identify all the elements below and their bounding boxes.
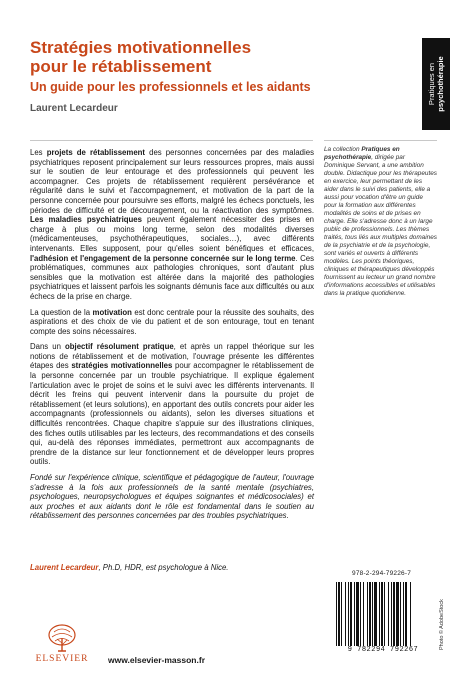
barcode-number: 9 782294 792267 — [347, 646, 419, 654]
author-bio-name: Laurent Lecardeur — [30, 563, 99, 572]
series-tab — [422, 38, 450, 130]
text-run: , et après un rappel théorique sur les notions de rétablissement et de motivation, l'ouvrage présente les différentes étapes des — [30, 342, 314, 371]
author-bio — [30, 563, 314, 572]
barcode-bar — [393, 582, 395, 646]
emphasis-text: Les maladies psychiatriques — [30, 215, 142, 225]
emphasis-text: l'adhésion et l'engagement de la personne concernée sur le long terme — [30, 253, 296, 263]
publisher-website[interactable]: www.elsevier-masson.fr — [108, 655, 206, 665]
barcode-bar — [360, 582, 361, 646]
barcode-bar — [348, 582, 349, 646]
barcode-bar — [388, 582, 389, 646]
author-bio-text: , Ph.D, HDR, est psychologue à Nice. — [98, 563, 229, 572]
barcode-image — [332, 582, 432, 648]
blurb-paragraph-2 — [30, 308, 314, 337]
book-author: Laurent Lecardeur — [30, 103, 118, 114]
text-run: peuvent également nécessiter des prises en charge à plus ou moins long terme, selon des modalités diverses (médicamenteuses, psychothérapeutiques, sociales…), avec différents intervenants. Elles supposent, pour qu'elles soient bénéfiques et efficaces, — [30, 215, 315, 253]
barcode-bar — [363, 582, 364, 646]
barcode-bar — [372, 582, 373, 646]
divider-right — [324, 140, 437, 141]
isbn: 978-2-294-79226-7 — [352, 570, 412, 577]
barcode-bar — [410, 582, 411, 646]
series-tab-label — [422, 38, 450, 130]
series-tab-line-2: psychothérapie — [436, 56, 445, 112]
barcode-bar — [391, 582, 392, 646]
text-run: La question de la — [30, 307, 93, 317]
barcode-bar — [354, 582, 355, 646]
text-run: , dirigée par Dominique Servant, a une ambition double. Didactique pour les thérapeutes en exercice, leur permettant de les aider dans le suivi des patients, elle a aussi pour vocation d'être un guide pour la formation aux différentes modalités de soins et de prises en charge. Elle s'adresse donc à un large public de professionnels. Les thèmes traités, tous liés aux multiples domaines de la psychiatrie et de la psychologie, sont variés et ouverts à différents modèles. Les points théoriques, cliniques et thérapeutiques développés fournissent au lecteur un grand nombre d'informations accessibles et utilisables dans la pratique quotidienne. — [324, 154, 437, 297]
barcode-bar — [341, 582, 342, 646]
barcode-bar — [356, 582, 359, 646]
barcode-bar — [350, 582, 352, 646]
tree-icon — [46, 624, 78, 654]
text-run: Dans un — [30, 342, 66, 352]
photo-credit: Photo © AdobeStock — [439, 599, 445, 650]
emphasis-text: objectif résolument pratique — [65, 342, 174, 352]
book-title — [30, 38, 390, 76]
barcode-bar — [369, 582, 371, 646]
text-run: La collection — [324, 146, 362, 153]
emphasis-text: stratégies motivationnelles — [71, 361, 173, 371]
text-run: pour accompagner le rétablissement de la personne concernée par un trouble psychiatrique. Il explique également l'articulation avec le projet de soins et le suivi avec les différents intervenants. Il décrit les freins qui peuvent intervenir dans la poursuite du projet de rétablissement (et leurs solutions), en apportant des outils concrets pour aider les accompagnants (professionnels ou aidants), selon les diverses situations et difficultés rencontrées. Chaque chapitre s'appuie sur des illustrations cliniques, des fiches outils utilisables par les lecteurs, des recommandations et des conseils qui, au-delà des réponses immédiates, permettront aux accompagnants de prendre de la distance sur leur fonctionnement et de développer leurs propres outils. — [30, 361, 314, 467]
book-title-line-2: pour le rétablissement — [30, 57, 212, 76]
text-run: est donc centrale pour la réussite des souhaits, des aspirations et des choix de vie du patient et de son entourage, tout en tenant compte des soins nécessaires. — [30, 307, 314, 336]
book-title-line-1: Stratégies motivationnelles — [30, 38, 252, 57]
barcode-bar — [396, 582, 399, 646]
title-block — [30, 38, 390, 114]
blurb-paragraph-3 — [30, 342, 314, 467]
barcode-bar — [403, 582, 404, 646]
barcode-bar — [345, 582, 346, 646]
book-subtitle: Un guide pour les professionnels et les aidants — [30, 80, 311, 94]
blurb-paragraph-1 — [30, 148, 314, 302]
barcode-bar — [405, 582, 407, 646]
text-run: Les — [30, 148, 47, 157]
barcode-bar — [381, 582, 383, 646]
blurb-paragraph-4: Fondé sur l'expérience clinique, scientifique et pédagogique de l'auteur, l'ouvrage s'adresse à la fois aux professionnels de la santé mentale (psychiatres, psychologues, neuropsychologues et équipes soignantes et médicosociales) et aux proches et aux aidants dont le rôle est fondamental dans le soutien au rétablissement des personnes concernées par des troubles psychiatriques. — [30, 473, 314, 521]
collection-description — [324, 146, 437, 298]
elsevier-logo — [30, 624, 94, 666]
blurb — [30, 148, 314, 527]
series-tab-line-1: Pratiques en — [427, 62, 436, 106]
divider-left — [30, 140, 313, 141]
emphasis-text: Pratiques en psychothérapie — [324, 146, 400, 161]
barcode-bar — [379, 582, 380, 646]
barcode-bar — [400, 582, 401, 646]
text-run: . Ces problématiques, communes aux pathologies chroniques, sont d'autant plus sensibles que la motivation est altérée dans la majorité des pathologies psychiatriques et laissent parfois les soignants démunis face aux difficultés ou aux échecs de la prise en charge. — [30, 253, 315, 301]
emphasis-text: projets de rétablissement — [46, 148, 146, 157]
barcode-bar — [338, 582, 340, 646]
emphasis-text: motivation — [92, 307, 132, 317]
barcode-bar — [374, 582, 377, 646]
text-run: des personnes concernées par des maladies psychiatriques reposent principalement sur leurs ressources propres, mais aussi sur le soutien de leur entourage et des professionnels qui peuvent les accompagner. Ces projets de rétablissement requièrent persévérance et régularité dans le suivi et l'accompagnement, et motivation de la part de la personne concernée pour poursuivre ses efforts, malgré les échecs ponctuels, les périodes de difficulté et de découragement, ou la réactivation des symptômes. — [30, 148, 314, 215]
barcode-bar — [336, 582, 337, 646]
barcode-bar — [367, 582, 368, 646]
barcode-bar — [384, 582, 385, 646]
publisher-name: ELSEVIER — [35, 654, 89, 664]
